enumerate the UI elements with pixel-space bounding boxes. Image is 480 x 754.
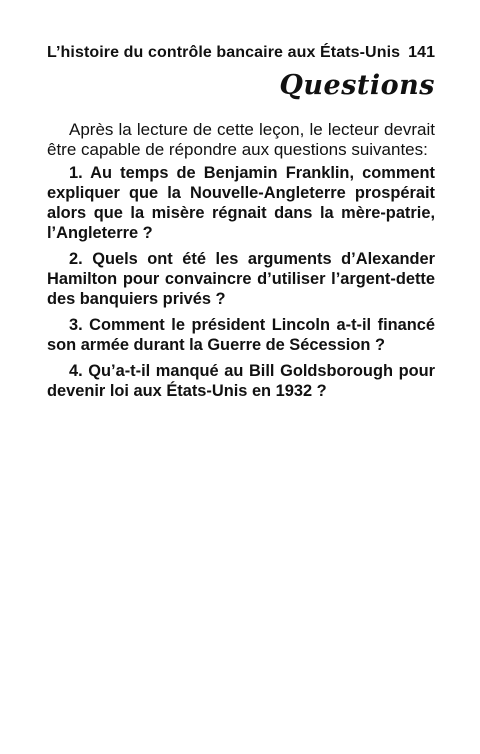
- question-item-4: 4. Qu’a-t-il manqué au Bill Goldsborough pour devenir loi aux États-Unis en 1932 ?: [47, 362, 435, 400]
- section-title: Questions: [279, 70, 435, 101]
- question-list: [47, 163, 435, 407]
- page-number: 141: [408, 44, 436, 61]
- question-item-3: 3. Comment le président Lincoln a-t-il financé son armée durant la Guerre de Sécession ?: [47, 316, 435, 354]
- question-item-2: 2. Quels ont été les arguments d’Alexander Hamilton pour convaincre d’utiliser l’argent-dette des banquiers privés ?: [47, 250, 435, 308]
- question-item-1: 1. Au temps de Benjamin Franklin, comment expliquer que la Nouvelle-Angleterre prospérait alors que la misère régnait dans la mère-patrie, l’Angleterre ?: [47, 164, 435, 242]
- running-header: [47, 44, 435, 62]
- intro-paragraph: Après la lecture de cette leçon, le lecteur devrait être capable de répondre aux questions suivantes:: [47, 120, 435, 159]
- running-title: L’histoire du contrôle bancaire aux États-Unis: [47, 44, 401, 61]
